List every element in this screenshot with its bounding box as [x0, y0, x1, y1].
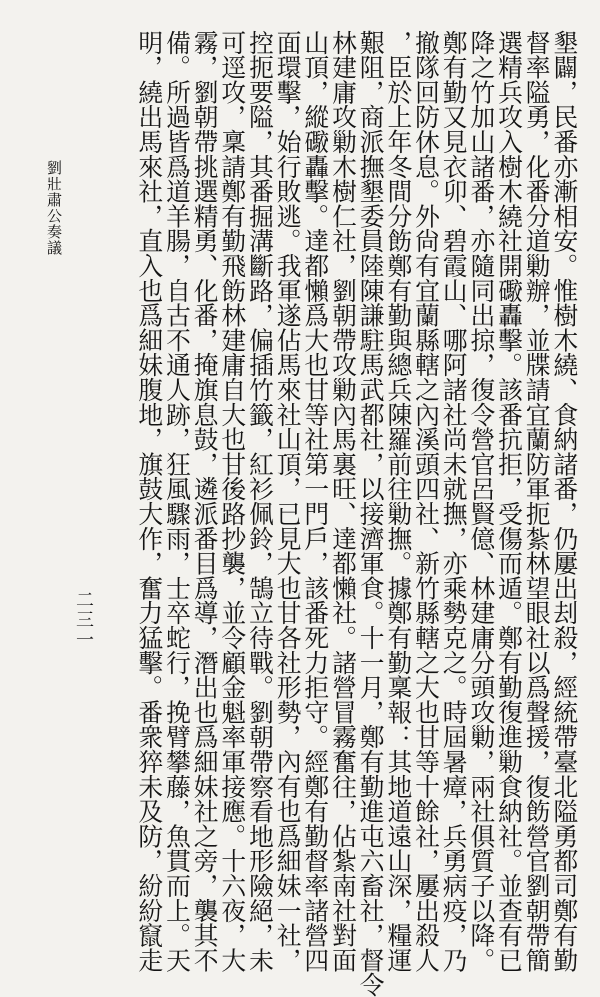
text-column: 撤隊回防休息。外尙有宜蘭縣轄之內溪頭四社、新竹縣轄之大也甘等十餘社，屢出殺人	[411, 30, 441, 973]
text-column: 鄭有勤又見衣卯、碧霞山、哪阿諸社尚未就撫，亦乘勢克之。時屆暑瘴，兵勇病疫，乃	[439, 30, 469, 973]
main-text-block	[134, 30, 579, 997]
text-column: ，臣於上年冬間分飭鄭有勤與總兵陳羅前往勦撫。據鄭有勤稟報：其地道遠山深，糧運	[383, 30, 413, 973]
text-column: 艱阻，商派撫墾委員陸陳謙駐馬武都社，以接濟軍食。十一月，鄭有勤進屯六畜社，督令	[356, 30, 386, 997]
page-number: 二三一	[73, 590, 94, 650]
text-column: 霧，劉朝帶挑選精勇、化番，掩旗息鼓，遴派番目爲導，潛出也爲細妹社之旁，襲其不	[190, 30, 220, 973]
text-column: 面環擊，始行敗逃。我軍遂佔馬來社山頂，已見大也甘各社形勢，內有也爲細妹一社，	[273, 30, 303, 973]
text-column: 山頂，縱礮轟擊。達都懶爲大也甘等社第一門戶，該番死力拒守。經鄭有勤督率諸營四	[300, 30, 330, 973]
text-column: 備。所過皆爲道羊腸，自古不通人跡，狂風驟雨，士卒蛇行，挽臂攀藤，魚貫而上。天	[162, 30, 192, 973]
text-column: 選精兵攻入樹木繞社開礮轟擊。該番抗拒，受傷而遁。鄭有勤復進勦食納社。並查有已	[494, 30, 524, 973]
text-column: 降之竹加山諸番，亦隨同出掠，復令營官呂賢億、林建庸分頭攻勦，兩社俱質子以降。	[466, 30, 496, 973]
text-column: 墾闢，民番亦漸相安。惟樹木繞、食納諸番，仍屢出刦殺，經統帶臺北隘勇都司鄭有勤	[549, 30, 579, 973]
text-column: 林建庸攻勦木樹仁社，劉朝帶攻勦內馬裏旺、達都懶社。諸營冒霧奮往，佔紮南社對面	[328, 30, 358, 973]
text-column: 明，繞出馬來社，直入也爲細妹腹地，旗鼓大作，奮力猛擊。番衆猝未及防，紛紛竄走	[134, 30, 164, 973]
text-column: 控扼要隘，其番掘溝斷路，偏插竹籤，紅衫佩鈴，鵠立待戰。劉朝帶察看地形險絕，未	[245, 30, 275, 973]
text-column: 可逕攻，稟請鄭有勤飛飭林建庸自大也甘後路抄襲，並令顧金魁率軍接應。十六夜，大	[217, 30, 247, 973]
text-column: 督率隘勇，化番分道勦辦，並牒請宜蘭防軍扼紮林望眼社以爲聲援，復飭營官劉朝帶簡	[522, 30, 552, 973]
running-title: 劉壯肅公奏議	[45, 160, 63, 256]
